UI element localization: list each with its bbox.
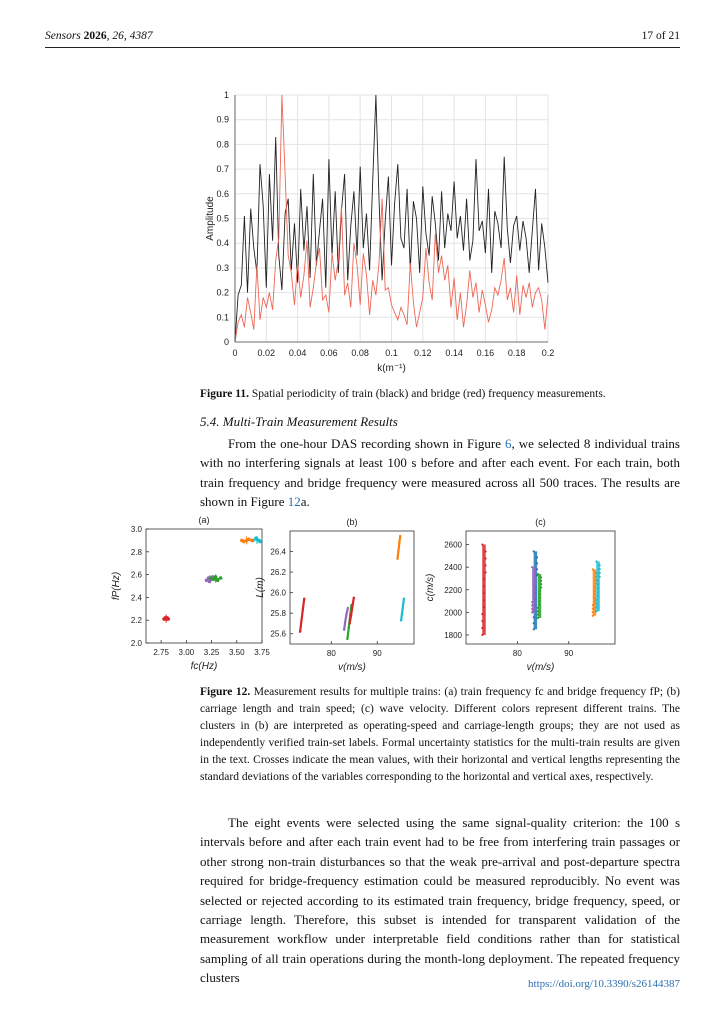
fig12c-point: [533, 590, 535, 592]
fig11-xtick-label: 0.18: [507, 348, 526, 358]
fig12c-point: [597, 580, 599, 582]
fig12c-point: [533, 597, 535, 599]
fig12c-point: [597, 587, 599, 589]
fig12c-point: [540, 576, 542, 578]
fig12a-y-label: fP(Hz): [111, 571, 122, 601]
figure-11-caption: Figure 11. Spatial periodicity of train (black) and bridge (red) frequency measurements.: [200, 388, 606, 400]
fig12c-point: [537, 617, 539, 619]
fig12b-y-label: L(m): [255, 577, 266, 598]
fig12c-point: [483, 599, 485, 601]
fig12c-point: [540, 586, 542, 588]
fig12c-point: [537, 607, 539, 609]
fig11-xtick-label: 0.02: [257, 348, 276, 358]
fig12a-x-label: fc(Hz): [190, 661, 218, 672]
fig11-ytick-label: 0.1: [216, 312, 229, 323]
fig12c-point: [595, 560, 597, 562]
fig12b-point: [343, 628, 345, 630]
fig12b-point: [396, 558, 398, 560]
fig12c-point: [595, 599, 597, 601]
fig12c-point: [533, 622, 535, 624]
fig12c-point: [483, 606, 485, 608]
fig12b-title: (b): [346, 517, 358, 527]
fig11-xtick-label: 0.06: [320, 348, 338, 358]
fig12c-point: [593, 600, 595, 602]
fig12c-point: [534, 570, 536, 572]
figure-12-link[interactable]: 12: [287, 494, 301, 510]
fig12b-point: [348, 626, 350, 628]
fig12b-ytick-label: 26.4: [270, 547, 286, 557]
fig11-ytick-label: 0.7: [216, 164, 229, 175]
fig12c-point: [531, 566, 533, 568]
fig12b-xtick-label: 90: [372, 649, 382, 658]
fig12c-point: [531, 608, 533, 610]
fig12b-x-label: v(m/s): [338, 662, 366, 673]
fig12c-point: [531, 604, 533, 606]
fig12c-point: [481, 627, 483, 629]
fig12b-point: [300, 619, 302, 621]
fig12c-point: [597, 583, 599, 585]
fig12c-point: [599, 576, 601, 578]
fig11-ytick-label: 0.5: [216, 213, 229, 224]
fig12c-point: [534, 573, 536, 575]
fig12b-point: [403, 598, 405, 600]
fig12b-frame: [290, 531, 414, 644]
fig11-x-label: k(m⁻¹): [377, 363, 406, 374]
fig12b-point: [402, 605, 404, 607]
section-heading: 5.4. Multi-Train Measurement Results: [200, 414, 398, 429]
fig12b-point: [347, 607, 349, 609]
fig11-ytick-label: 0.3: [216, 262, 229, 273]
fig11-ytick-label: 0.4: [216, 238, 229, 249]
fig12c-point: [537, 614, 539, 616]
fig12c-point: [593, 597, 595, 599]
fig12a-xtick-label: 3.00: [178, 648, 195, 657]
fig12b-point: [350, 614, 352, 616]
fig12b-xtick-label: 80: [326, 649, 336, 658]
fig12a-ytick-label: 2.8: [130, 547, 142, 557]
fig12c-point: [481, 634, 483, 636]
fig11-xtick-label: 0.1: [385, 348, 398, 358]
fig12b-ytick-label: 26.0: [270, 588, 286, 598]
fig11-xtick-label: 0.2: [541, 348, 555, 358]
fig12c-point: [592, 608, 594, 610]
fig12a-xtick-label: 3.50: [228, 648, 245, 657]
fig12b-ytick-label: 25.6: [270, 629, 286, 639]
figure-6-link[interactable]: 6: [505, 436, 512, 451]
fig12c-point: [533, 616, 535, 618]
fig12c-point: [484, 557, 486, 559]
fig11-xtick-label: 0: [232, 348, 238, 358]
fig12c-point: [593, 593, 595, 595]
fig12b-point: [302, 608, 304, 610]
fig12c-point: [597, 595, 599, 597]
fig12c-point: [484, 564, 486, 566]
fig12b-point: [346, 638, 348, 640]
fig12c-point: [592, 568, 594, 570]
fig12c-ytick-label: 2600: [444, 540, 462, 550]
fig12c-point: [483, 592, 485, 594]
fig12a-ytick-label: 2.6: [130, 570, 142, 580]
fig11-xtick-label: 0.08: [351, 348, 369, 358]
fig12b-ytick-label: 26.2: [270, 568, 286, 578]
fig12c-point: [538, 600, 540, 602]
fig12c-point: [484, 550, 486, 552]
fig11-ytick-label: 1: [223, 90, 229, 100]
fig12c-point: [599, 572, 601, 574]
fig11-xtick-label: 0.12: [414, 348, 432, 358]
fig12c-point: [595, 602, 597, 604]
fig12c-point: [531, 601, 533, 603]
fig12c-ytick-label: 2000: [444, 608, 462, 618]
fig12c-point: [540, 580, 542, 582]
fig12c-point: [483, 578, 485, 580]
fig12a-point: [216, 579, 220, 583]
fig12b-ytick-label: 25.8: [270, 609, 286, 619]
fig12c-point: [592, 611, 594, 613]
fig12c-point: [537, 610, 539, 612]
fig12c-point: [538, 590, 540, 592]
fig12b-point: [353, 597, 355, 599]
fig12a-xtick-label: 3.75: [254, 648, 270, 657]
fig12a-xtick-label: 3.25: [203, 648, 220, 657]
fig12c-ytick-label: 2400: [444, 563, 462, 573]
fig12a-frame: [146, 529, 262, 643]
fig12c-point: [534, 580, 536, 582]
doi-link[interactable]: https://doi.org/10.3390/s26144387: [528, 978, 680, 990]
fig11-xtick-label: 0.16: [476, 348, 495, 358]
fig12a-title: (a): [198, 515, 210, 525]
fig11-y-label: Amplitude: [205, 196, 216, 241]
fig11-ytick-label: 0: [223, 337, 229, 347]
fig12c-point: [599, 564, 601, 566]
fig12c-point: [538, 593, 540, 595]
fig12c-point: [481, 543, 483, 545]
fig11-ytick-label: 0.2: [216, 287, 229, 298]
figure-12-caption: Figure 12. Measurement results for multiple trains: (a) train frequency fc and bridge frequency fP; (b) carriage length and train speed; (c) wave velocity. Different colors represent different trains. The clusters in (b) are interpreted as operating-speed and carriage-length groups; they are not used as independently verified train-set labels. Formal uncertainty statistics for the multi-train results are given in the text. Crosses indicate the mean values, with their horizontal and vertical lengths representing the standard deviations of the variables corresponding to the horizontal and vertical axes, respectively.: [200, 686, 680, 783]
fig12b-point: [400, 619, 402, 621]
fig11-xtick-label: 0.14: [445, 348, 463, 358]
fig12a-ytick-label: 3.0: [130, 525, 142, 534]
fig12b-point: [401, 612, 403, 614]
fig12c-point: [481, 620, 483, 622]
fig12c-point: [538, 597, 540, 599]
fig12c-ytick-label: 2200: [444, 585, 462, 595]
fig12c-title: (c): [535, 517, 546, 527]
fig12c-point: [592, 604, 594, 606]
fig12c-point: [483, 585, 485, 587]
fig11-ytick-label: 0.8: [216, 139, 229, 150]
fig12c-point: [533, 550, 535, 552]
fig12c-ytick-label: 1800: [444, 630, 462, 640]
fig12c-point: [536, 562, 538, 564]
fig12c-point: [536, 556, 538, 558]
paragraph-1: From the one-hour DAS recording shown in Figure 6, we selected 8 individual trains with no interfering signals at least 100 s before and after each event. For each train, both train frequency and bridge frequency were measured across all 500 traces. The results are shown in Figure 12a.: [200, 436, 680, 510]
fig12b-point: [397, 550, 399, 552]
fig12a-ytick-label: 2.0: [130, 639, 142, 648]
fig12a-ytick-label: 2.4: [130, 593, 142, 603]
fig12c-point: [595, 606, 597, 608]
fig12c-xtick-label: 80: [512, 649, 522, 658]
fig12c-point: [533, 583, 535, 585]
fig12c-point: [533, 628, 535, 630]
fig11-ytick-label: 0.6: [216, 188, 229, 199]
fig12b-point: [344, 621, 346, 623]
fig12c-x-label: v(m/s): [526, 662, 555, 673]
fig12c-xtick-label: 90: [564, 649, 574, 658]
page-number: 17 of 21: [641, 30, 680, 42]
fig11-ytick-label: 0.9: [216, 114, 229, 125]
fig12c-point: [593, 586, 595, 588]
fig12c-point: [481, 613, 483, 615]
paragraph-2: The eight events were selected using the same signal-quality criterion: the 100 s intervals before and after each train event had to be free from interfering train passages or other strong non-train disturbances so that the weak pre-arrival and post-departure spectra required for bridge-frequency estimation could be measured reproducibly. No event was selected or rejected according to its estimated train frequency, bridge frequency, speed, or carriage length. Therefore, this subset is intended for transparent validation of the measurement workflow under interpretable field conditions rather than for statistical sampling of all train operations during the month-long deployment. The repeated frequency clusters: [200, 815, 680, 986]
running-header-left: Sensors 2026, 26, 4387: [45, 30, 153, 42]
fig12c-point: [534, 576, 536, 578]
fig12c-point: [537, 573, 539, 575]
fig12b-point: [303, 598, 305, 600]
fig12c-point: [533, 594, 535, 596]
fig12c-point: [531, 611, 533, 613]
fig12c-point: [595, 610, 597, 612]
fig12c-point: [597, 591, 599, 593]
fig12b-point: [398, 542, 400, 544]
fig12b-point: [349, 622, 351, 624]
fig12c-point: [592, 615, 594, 617]
fig12b-point: [399, 535, 401, 537]
fig12b-point: [351, 605, 353, 607]
fig12a-xtick-label: 2.75: [153, 648, 169, 657]
fig12b-point: [345, 613, 347, 615]
fig11-xtick-label: 0.04: [288, 348, 307, 358]
fig12c-point: [484, 571, 486, 573]
fig12c-point: [533, 587, 535, 589]
fig12c-y-label: c(m/s): [425, 573, 436, 602]
fig12c-point: [540, 583, 542, 585]
fig12c-point: [599, 568, 601, 570]
fig12c-point: [593, 590, 595, 592]
fig12a-ytick-label: 2.2: [130, 616, 142, 626]
fig12b-point: [299, 630, 301, 632]
fig12c-point: [538, 603, 540, 605]
